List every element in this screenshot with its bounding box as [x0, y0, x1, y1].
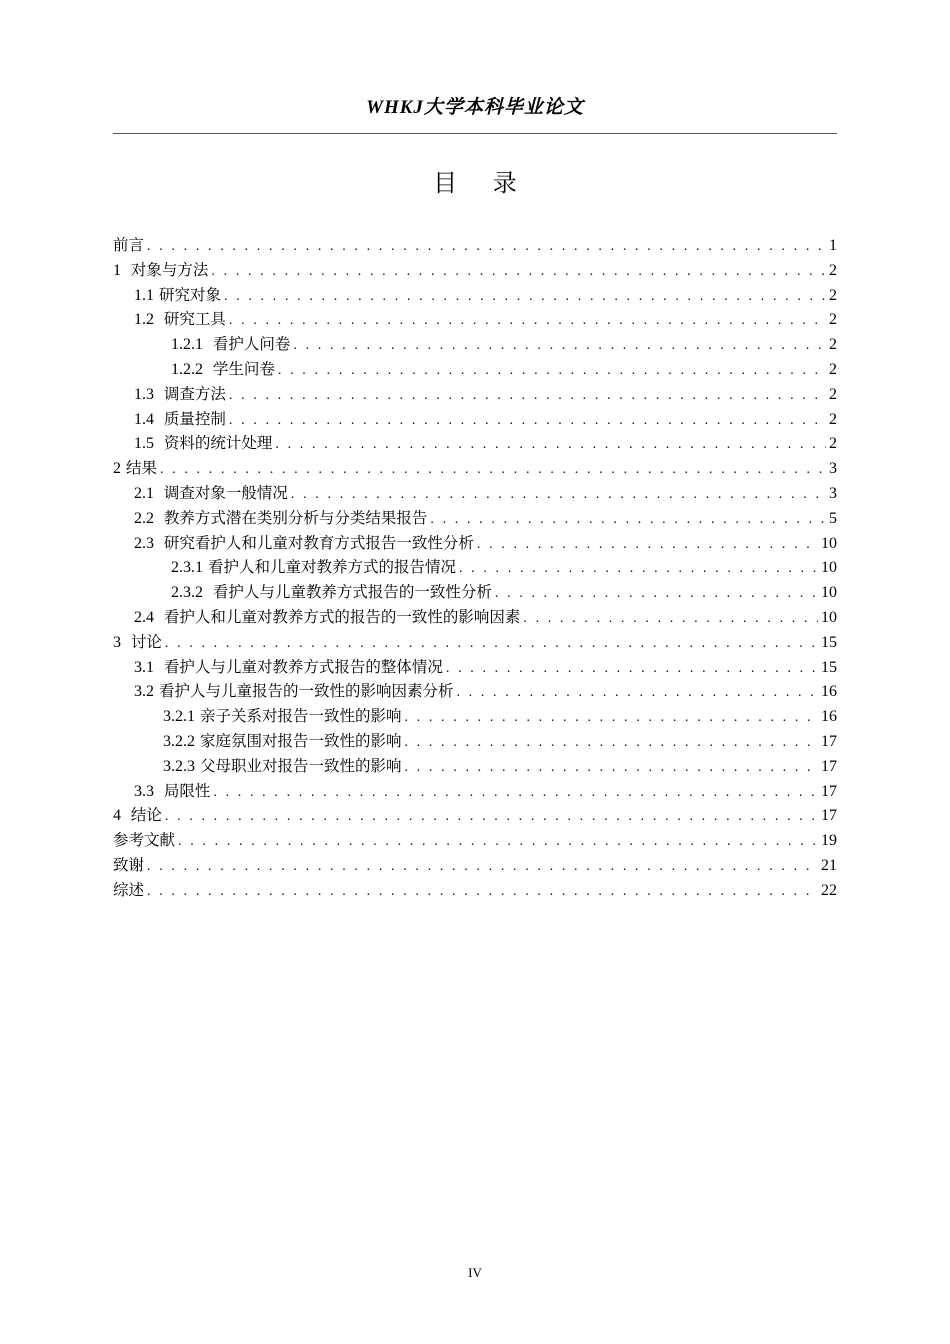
toc-entry-label: 2.3.1 看护人和儿童对教养方式的报告情况 — [171, 558, 456, 577]
toc-entry-1-4[interactable] — [113, 407, 837, 432]
dot-leader — [165, 632, 818, 657]
dot-leader — [459, 557, 818, 582]
toc-entry-page: 10 — [821, 608, 837, 626]
toc-entry-label: 3.3 局限性 — [134, 781, 211, 800]
dot-leader — [178, 830, 818, 855]
dot-leader — [293, 334, 826, 359]
toc-title: 目 录 — [433, 169, 531, 197]
toc-entry-label: 3.2 看护人与儿童报告的一致性的影响因素分析 — [134, 682, 454, 701]
dot-leader — [165, 805, 818, 830]
toc-entry-label: 3.1 看护人与儿童对教养方式报告的整体情况 — [134, 657, 443, 676]
toc-entry-page: 10 — [821, 534, 837, 552]
toc-entry-label: 2 结果 — [113, 459, 157, 478]
toc-entry-1-1[interactable] — [113, 283, 837, 308]
toc-entry-page: 3 — [829, 460, 837, 478]
toc-entry-page: 2 — [829, 410, 837, 428]
toc-entry-1-2[interactable] — [113, 307, 837, 332]
dot-leader — [229, 309, 826, 334]
dot-leader — [291, 483, 826, 508]
toc-entry-label: 1.4 质量控制 — [134, 409, 226, 428]
toc-entry-label: 2.4 看护人和儿童对教养方式的报告的一致性的影响因素 — [134, 607, 521, 626]
toc-entry-3-2[interactable] — [113, 679, 837, 704]
toc-entry-references[interactable] — [113, 828, 837, 853]
toc-entry-2-3[interactable] — [113, 531, 837, 556]
running-header: WHKJ大学本科毕业论文 — [366, 97, 584, 118]
toc-entry-page: 17 — [821, 782, 837, 800]
dot-leader — [147, 880, 818, 905]
toc-entry-label: 致谢 — [113, 855, 145, 874]
header-rule — [113, 133, 837, 134]
toc-entry-1-2-2[interactable] — [113, 357, 837, 382]
page-number: IV — [468, 1265, 482, 1280]
toc-entry-label: 3 讨论 — [113, 632, 162, 651]
toc-entry-label: 2.2 教养方式潜在类别分析与分类结果报告 — [134, 508, 428, 527]
toc-entry-2-4[interactable] — [113, 605, 837, 630]
toc-entry-page: 2 — [829, 286, 837, 304]
dot-leader — [229, 384, 826, 409]
toc-entry-page: 3 — [829, 484, 837, 502]
dot-leader — [404, 706, 818, 731]
toc-entry-page: 5 — [829, 509, 837, 527]
toc-entry-3-2-1[interactable] — [113, 704, 837, 729]
toc-entry-label: 1.3 调查方法 — [134, 384, 226, 403]
toc-entry-page: 2 — [829, 360, 837, 378]
toc-entry-preface[interactable] — [113, 233, 837, 258]
dot-leader — [147, 855, 818, 880]
toc-entry-2-1[interactable] — [113, 481, 837, 506]
toc-entry-label: 3.2.3 父母职业对报告一致性的影响 — [163, 756, 402, 775]
toc-entry-label: 综述 — [113, 880, 145, 899]
dot-leader — [430, 508, 826, 533]
dot-leader — [456, 681, 818, 706]
dot-leader — [229, 409, 826, 434]
toc-entry-2-3-1[interactable] — [113, 555, 837, 580]
toc-entry-label: 1.5 资料的统计处理 — [134, 434, 273, 453]
toc-entry-page: 17 — [821, 732, 837, 750]
toc-entry-label: 1 对象与方法 — [113, 260, 209, 279]
dot-leader — [211, 260, 826, 285]
toc-entry-3-3[interactable] — [113, 779, 837, 804]
toc-entry-page: 17 — [821, 757, 837, 775]
toc-entry-2-2[interactable] — [113, 506, 837, 531]
toc-entry-page: 1 — [829, 237, 837, 254]
toc-entry-page: 10 — [821, 559, 837, 577]
toc-entry-page: 2 — [829, 385, 837, 403]
toc-entry-page: 2 — [829, 336, 837, 354]
toc-entry-label: 3.2.2 家庭氛围对报告一致性的影响 — [163, 731, 402, 750]
toc-entry-1-3[interactable] — [113, 382, 837, 407]
dot-leader — [495, 582, 818, 607]
toc-entry-page: 2 — [829, 261, 837, 279]
dot-leader — [477, 533, 818, 558]
toc-entry-label: 参考文献 — [113, 831, 176, 850]
toc-entry-page: 17 — [821, 807, 837, 825]
toc-entry-label: 1.2.2 学生问卷 — [171, 359, 275, 378]
toc-entry-label: 2.3.2 看护人与儿童教养方式报告的一致性分析 — [171, 583, 492, 602]
dot-leader — [224, 285, 826, 310]
toc-entry-3[interactable] — [113, 630, 837, 655]
dot-leader — [275, 433, 826, 458]
table-of-contents — [113, 233, 837, 903]
toc-entry-1[interactable] — [113, 258, 837, 283]
toc-entry-page: 15 — [821, 633, 837, 651]
toc-entry-page: 16 — [821, 708, 837, 726]
toc-entry-page: 16 — [821, 683, 837, 701]
toc-entry-label: 3.2.1 亲子关系对报告一致性的影响 — [163, 707, 402, 726]
toc-entry-3-2-2[interactable] — [113, 729, 837, 754]
toc-entry-2-3-2[interactable] — [113, 580, 837, 605]
toc-entry-3-2-3[interactable] — [113, 754, 837, 779]
dot-leader — [523, 607, 818, 632]
toc-entry-2[interactable] — [113, 456, 837, 481]
dot-leader — [446, 657, 818, 682]
toc-entry-3-1[interactable] — [113, 655, 837, 680]
toc-entry-page: 19 — [821, 832, 837, 850]
toc-entry-acknowledgements[interactable] — [113, 853, 837, 878]
toc-entry-page: 21 — [821, 856, 837, 874]
toc-entry-page: 10 — [821, 584, 837, 602]
toc-entry-label: 1.1 研究对象 — [134, 285, 221, 304]
toc-entry-label: 2.3 研究看护人和儿童对教育方式报告一致性分析 — [134, 533, 474, 552]
dot-leader — [147, 235, 826, 260]
toc-entry-label: 1.2 研究工具 — [134, 310, 226, 329]
toc-entry-page: 22 — [821, 881, 837, 899]
toc-entry-label: 4 结论 — [113, 806, 162, 825]
toc-entry-label: 前言 — [113, 236, 145, 254]
toc-entry-label: 2.1 调查对象一般情况 — [134, 483, 288, 502]
toc-entry-label: 1.2.1 看护人问卷 — [171, 335, 291, 354]
toc-entry-1-5[interactable] — [113, 431, 837, 456]
dot-leader — [213, 781, 818, 806]
dot-leader — [404, 731, 818, 756]
dot-leader — [278, 359, 826, 384]
toc-entry-page: 2 — [829, 435, 837, 453]
toc-entry-1-2-1[interactable] — [113, 332, 837, 357]
toc-entry-4[interactable] — [113, 803, 837, 828]
toc-entry-page: 2 — [829, 311, 837, 329]
dot-leader — [404, 756, 818, 781]
toc-entry-page: 15 — [821, 658, 837, 676]
toc-entry-review[interactable] — [113, 878, 837, 903]
dot-leader — [160, 458, 826, 483]
